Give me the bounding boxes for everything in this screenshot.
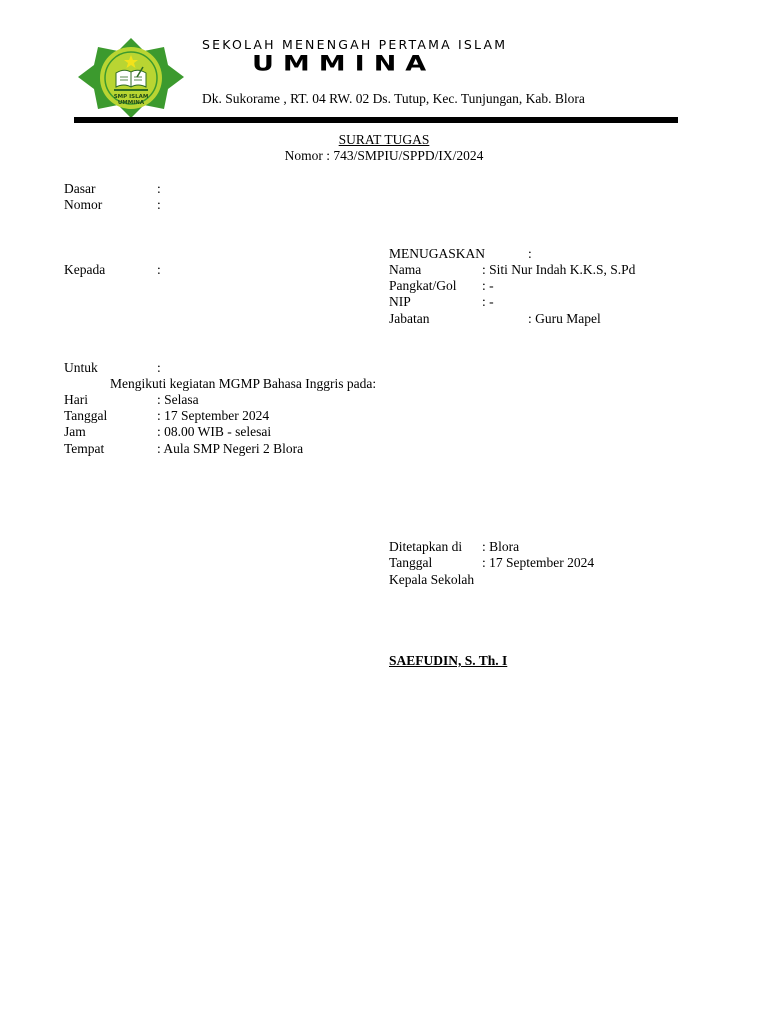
tempat-label: Tempat [64,441,105,456]
school-logo-emblem-icon [76,37,186,119]
ditetapkan-label: Ditetapkan di [389,539,463,554]
hari-value: : Selasa [157,392,199,407]
tanggal-label: Tanggal [64,408,108,423]
jabatan-label: Jabatan [389,311,430,326]
hari-label: Hari [64,392,88,407]
menugaskan-label: MENUGASKAN [389,246,486,261]
school-logo [76,37,186,119]
letterhead-divider [74,117,678,123]
logo-caption-line2: UMMINA [117,100,145,106]
pangkat-label: Pangkat/Gol [389,278,457,293]
document-title: SURAT TUGAS [338,132,430,147]
nama-value: : Siti Nur Indah K.K.S, S.Pd [482,262,636,277]
untuk-label: Untuk [64,360,98,375]
dasar-label: Dasar [64,181,96,196]
nomor-colon: : [157,197,161,212]
jabatan-value: : Guru Mapel [528,311,601,326]
dasar-colon: : [157,181,161,196]
untuk-colon: : [157,360,161,375]
nomor-label: Nomor [64,197,103,212]
menugaskan-colon: : [528,246,532,261]
ditetapkan-value: : Blora [482,539,520,554]
nip-label: NIP [389,294,411,309]
jam-value: : 08.00 WIB - selesai [157,424,272,439]
kepada-colon: : [157,262,161,277]
nip-value: : - [482,294,494,309]
nama-label: Nama [389,262,422,277]
signer-role: Kepala Sekolah [389,572,475,587]
signature-tanggal-value: : 17 September 2024 [482,555,595,570]
jam-label: Jam [64,424,86,439]
document-number: Nomor : 743/SMPIU/SPPD/IX/2024 [284,148,484,163]
kepada-label: Kepada [64,262,106,277]
tempat-value: : Aula SMP Negeri 2 Blora [157,441,304,456]
school-address: Dk. Sukorame , RT. 04 RW. 02 Ds. Tutup, Kec. Tunjungan, Kab. Blora [202,91,585,106]
activity-description: Mengikuti kegiatan MGMP Bahasa Inggris pada: [110,376,377,391]
logo-caption-line1: SMP ISLAM [113,94,149,100]
signature-tanggal-label: Tanggal [389,555,433,570]
school-type: SEKOLAH MENENGAH PERTAMA ISLAM [202,37,508,52]
pangkat-value: : - [482,278,494,293]
tanggal-value: : 17 September 2024 [157,408,270,423]
signer-name: SAEFUDIN, S. Th. I [389,653,508,668]
school-name: UMMINA [252,52,436,77]
